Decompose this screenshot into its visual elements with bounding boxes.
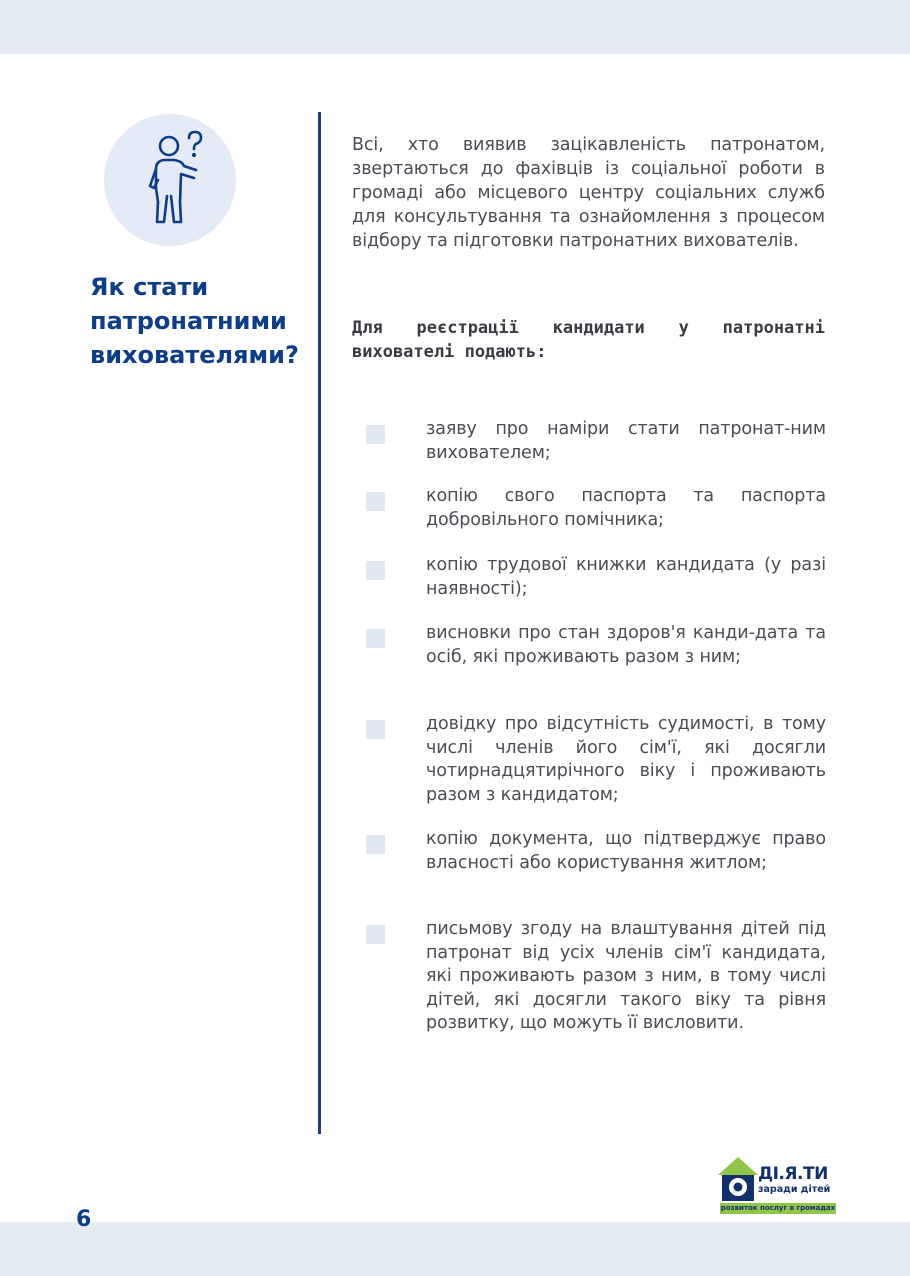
list-item-text: копію документа, що підтверджує право власності або користування житлом; <box>426 829 826 873</box>
vertical-divider <box>318 112 321 1134</box>
documents-heading: Для реєстрації кандидати у патронатні вихователі подають: <box>352 318 825 362</box>
header-band <box>0 0 910 54</box>
bullet-square-icon <box>366 720 385 739</box>
bullet-square-icon <box>366 629 385 648</box>
bullet-square-icon <box>366 425 385 444</box>
section-title: Як стати патронатними вихователями? <box>90 273 299 369</box>
bullet-square-icon <box>366 835 385 854</box>
list-item-text: копію свого паспорта та паспорта добровільного помічника; <box>426 486 826 530</box>
logo-tagline: розвиток послуг в громадах <box>720 1204 836 1212</box>
list-item-text: копію трудової книжки кандидата (у разі наявності); <box>426 555 826 599</box>
list-item-text: довідку про відсутність судимості, в тому числі членів його сім'ї, які досягли чотирнадцятирічного віку і проживають разом з кандидатом; <box>426 714 826 805</box>
person-question-icon <box>104 114 236 246</box>
bullet-square-icon <box>366 492 385 511</box>
list-item-text: заяву про наміри стати патронат-ним вихователем; <box>426 419 826 463</box>
list-item-text: письмову згоду на влаштування дітей під патронат від усіх членів сім'ї кандидата, які проживають разом з ним, в тому числі дітей, які досягли такого віку та рівня розвитку, що можуть її висловити. <box>426 919 826 1033</box>
bullet-square-icon <box>366 925 385 944</box>
list-item-text: висновки про стан здоров'я канди-дата та осіб, які проживають разом з ним; <box>426 623 826 667</box>
bullet-square-icon <box>366 561 385 580</box>
diyaty-logo <box>716 1157 838 1215</box>
footer-band <box>0 1222 910 1276</box>
page-number: 6 <box>76 1207 92 1232</box>
house-logo-icon <box>716 1157 760 1203</box>
logo-title: ДІ.Я.ТИ <box>758 1164 828 1184</box>
intro-paragraph: Всі, хто виявив зацікавленість патронатом, звертаються до фахівців із соціальної роботи в громаді або місцевого центру соціальних служб для консультування та ознайомлення з процесом відбору та підготовки патронатних вихователів. <box>352 135 825 251</box>
logo-subtitle: заради дітей <box>758 1184 831 1195</box>
